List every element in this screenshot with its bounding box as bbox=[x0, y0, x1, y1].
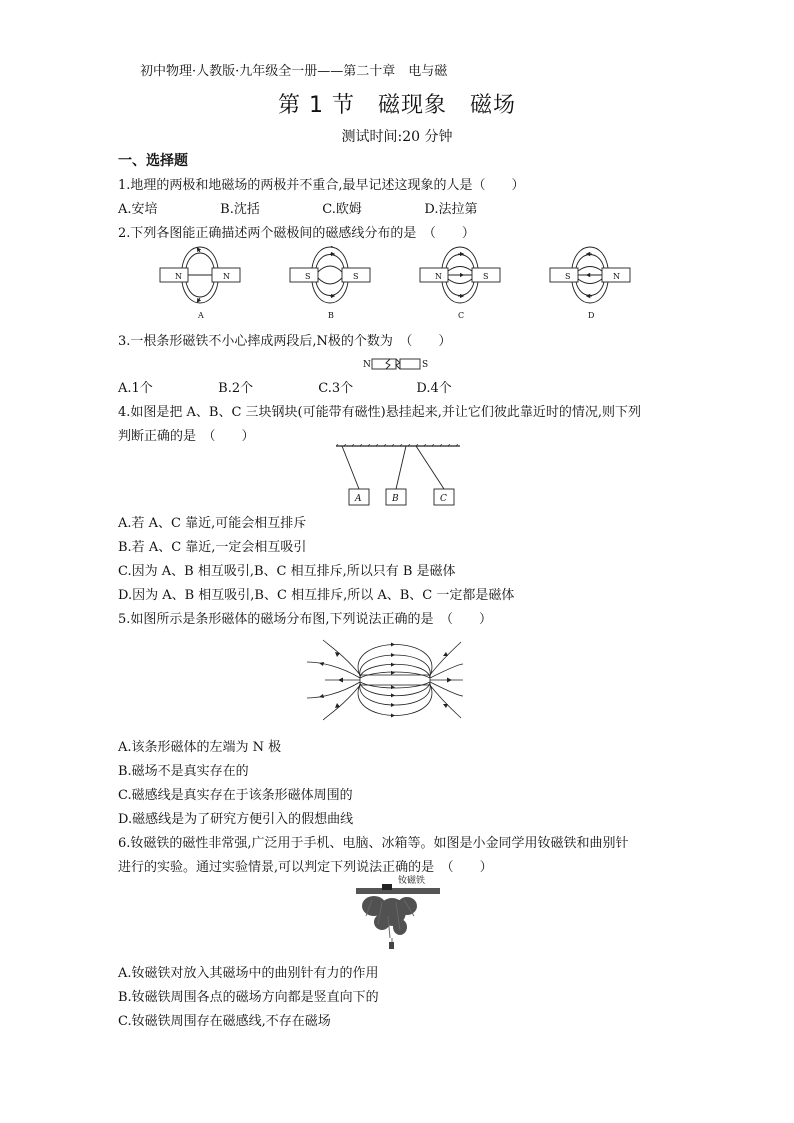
bar-magnet-field-figure bbox=[305, 626, 465, 734]
option: B.沈括 bbox=[220, 202, 260, 217]
page-title: 第 1 节 磁现象 磁场 bbox=[278, 93, 516, 118]
broken-magnet-s: S bbox=[422, 360, 429, 370]
question-6-line-1: 6.钕磁铁的磁性非常强,广泛用于手机、电脑、冰箱等。如图是小金同学用钕磁铁和曲别针 bbox=[118, 836, 629, 851]
question-2: 2.下列各图能正确描述两个磁极间的磁感线分布的是 （ ） bbox=[118, 226, 475, 241]
question-5-option-b: B.磁场不是真实存在的 bbox=[118, 764, 249, 779]
question-6-option-a: A.钕磁铁对放入其磁场中的曲别针有力的作用 bbox=[118, 966, 379, 981]
broken-magnet-n: N bbox=[363, 360, 371, 370]
figure-b-left-pole: S bbox=[305, 272, 311, 281]
figure-b-right-pole: S bbox=[353, 272, 359, 281]
question-4-line-1: 4.如图是把 A、B、C 三块钢块(可能带有磁性)悬挂起来,并让它们彼此靠近时的情况,则下列 bbox=[118, 405, 641, 420]
neodymium-magnet-photo bbox=[352, 872, 442, 952]
question-6-option-b: B.钕磁铁周围各点的磁场方向都是竖直向下的 bbox=[118, 990, 379, 1005]
figure-a-right-pole: N bbox=[223, 272, 230, 281]
option: A.1个 bbox=[118, 381, 153, 396]
figure-b-label: B bbox=[328, 311, 334, 320]
question-4-option-a: A.若 A、C 靠近,可能会相互排斥 bbox=[118, 516, 307, 531]
question-4-option-c: C.因为 A、B 相互吸引,B、C 相互排斥,所以只有 B 是磁体 bbox=[118, 564, 456, 579]
figure-c-left-pole: N bbox=[435, 272, 442, 281]
figure-d-right-pole: N bbox=[613, 272, 620, 281]
question-5-option-d: D.磁感线是为了研究方便引入的假想曲线 bbox=[118, 812, 354, 827]
question-6-line-2: 进行的实验。通过实验情景,可以判定下列说法正确的是 （ ） bbox=[118, 860, 493, 875]
question-5-option-c: C.磁感线是真实存在于该条形磁体周围的 bbox=[118, 788, 353, 803]
question-4-option-d: D.因为 A、B 相互吸引,B、C 相互排斥,所以 A、B、C 一定都是磁体 bbox=[118, 588, 515, 603]
broken-magnet-figure bbox=[360, 354, 440, 374]
question-1-options bbox=[118, 198, 478, 217]
photo-label: 钕磁铁 bbox=[398, 876, 426, 886]
question-5-option-a: A.该条形磁体的左端为 N 极 bbox=[118, 740, 282, 755]
question-5: 5.如图所示是条形磁体的磁场分布图,下列说法正确的是 （ ） bbox=[118, 612, 493, 627]
magnetic-field-figures bbox=[150, 246, 650, 324]
figure-c-right-pole: S bbox=[483, 272, 489, 281]
figure-c-label: C bbox=[458, 311, 465, 320]
hanging-blocks-figure bbox=[336, 444, 460, 508]
figure-a-left-pole: N bbox=[175, 272, 182, 281]
figure-d-label: D bbox=[588, 311, 595, 320]
page-header: 初中物理·人教版·九年级全一册——第二十章 电与磁 bbox=[140, 64, 448, 79]
option: D.4个 bbox=[416, 381, 452, 396]
block-a-label: A bbox=[355, 494, 362, 504]
option: A.安培 bbox=[118, 202, 158, 217]
option: C.欧姆 bbox=[322, 202, 362, 217]
test-time: 测试时间:20 分钟 bbox=[341, 129, 453, 145]
figure-d-left-pole: S bbox=[565, 272, 571, 281]
section-heading: 一、选择题 bbox=[118, 153, 188, 169]
question-1: 1.地理的两极和地磁场的两极并不重合,最早记述这现象的人是（ ） bbox=[118, 178, 525, 193]
option: D.法拉第 bbox=[424, 202, 478, 217]
question-4-line-2: 判断正确的是 （ ） bbox=[118, 429, 255, 444]
question-6-option-c: C.钕磁铁周围存在磁感线,不存在磁场 bbox=[118, 1014, 331, 1029]
question-3-options bbox=[118, 377, 452, 396]
block-c-label: C bbox=[440, 494, 447, 504]
question-3: 3.一根条形磁铁不小心摔成两段后,N极的个数为 （ ） bbox=[118, 334, 452, 349]
option: B.2个 bbox=[218, 381, 254, 396]
question-4-option-b: B.若 A、C 靠近,一定会相互吸引 bbox=[118, 540, 307, 555]
option: C.3个 bbox=[318, 381, 354, 396]
block-b-label: B bbox=[392, 494, 399, 504]
figure-a-label: A bbox=[198, 311, 204, 320]
